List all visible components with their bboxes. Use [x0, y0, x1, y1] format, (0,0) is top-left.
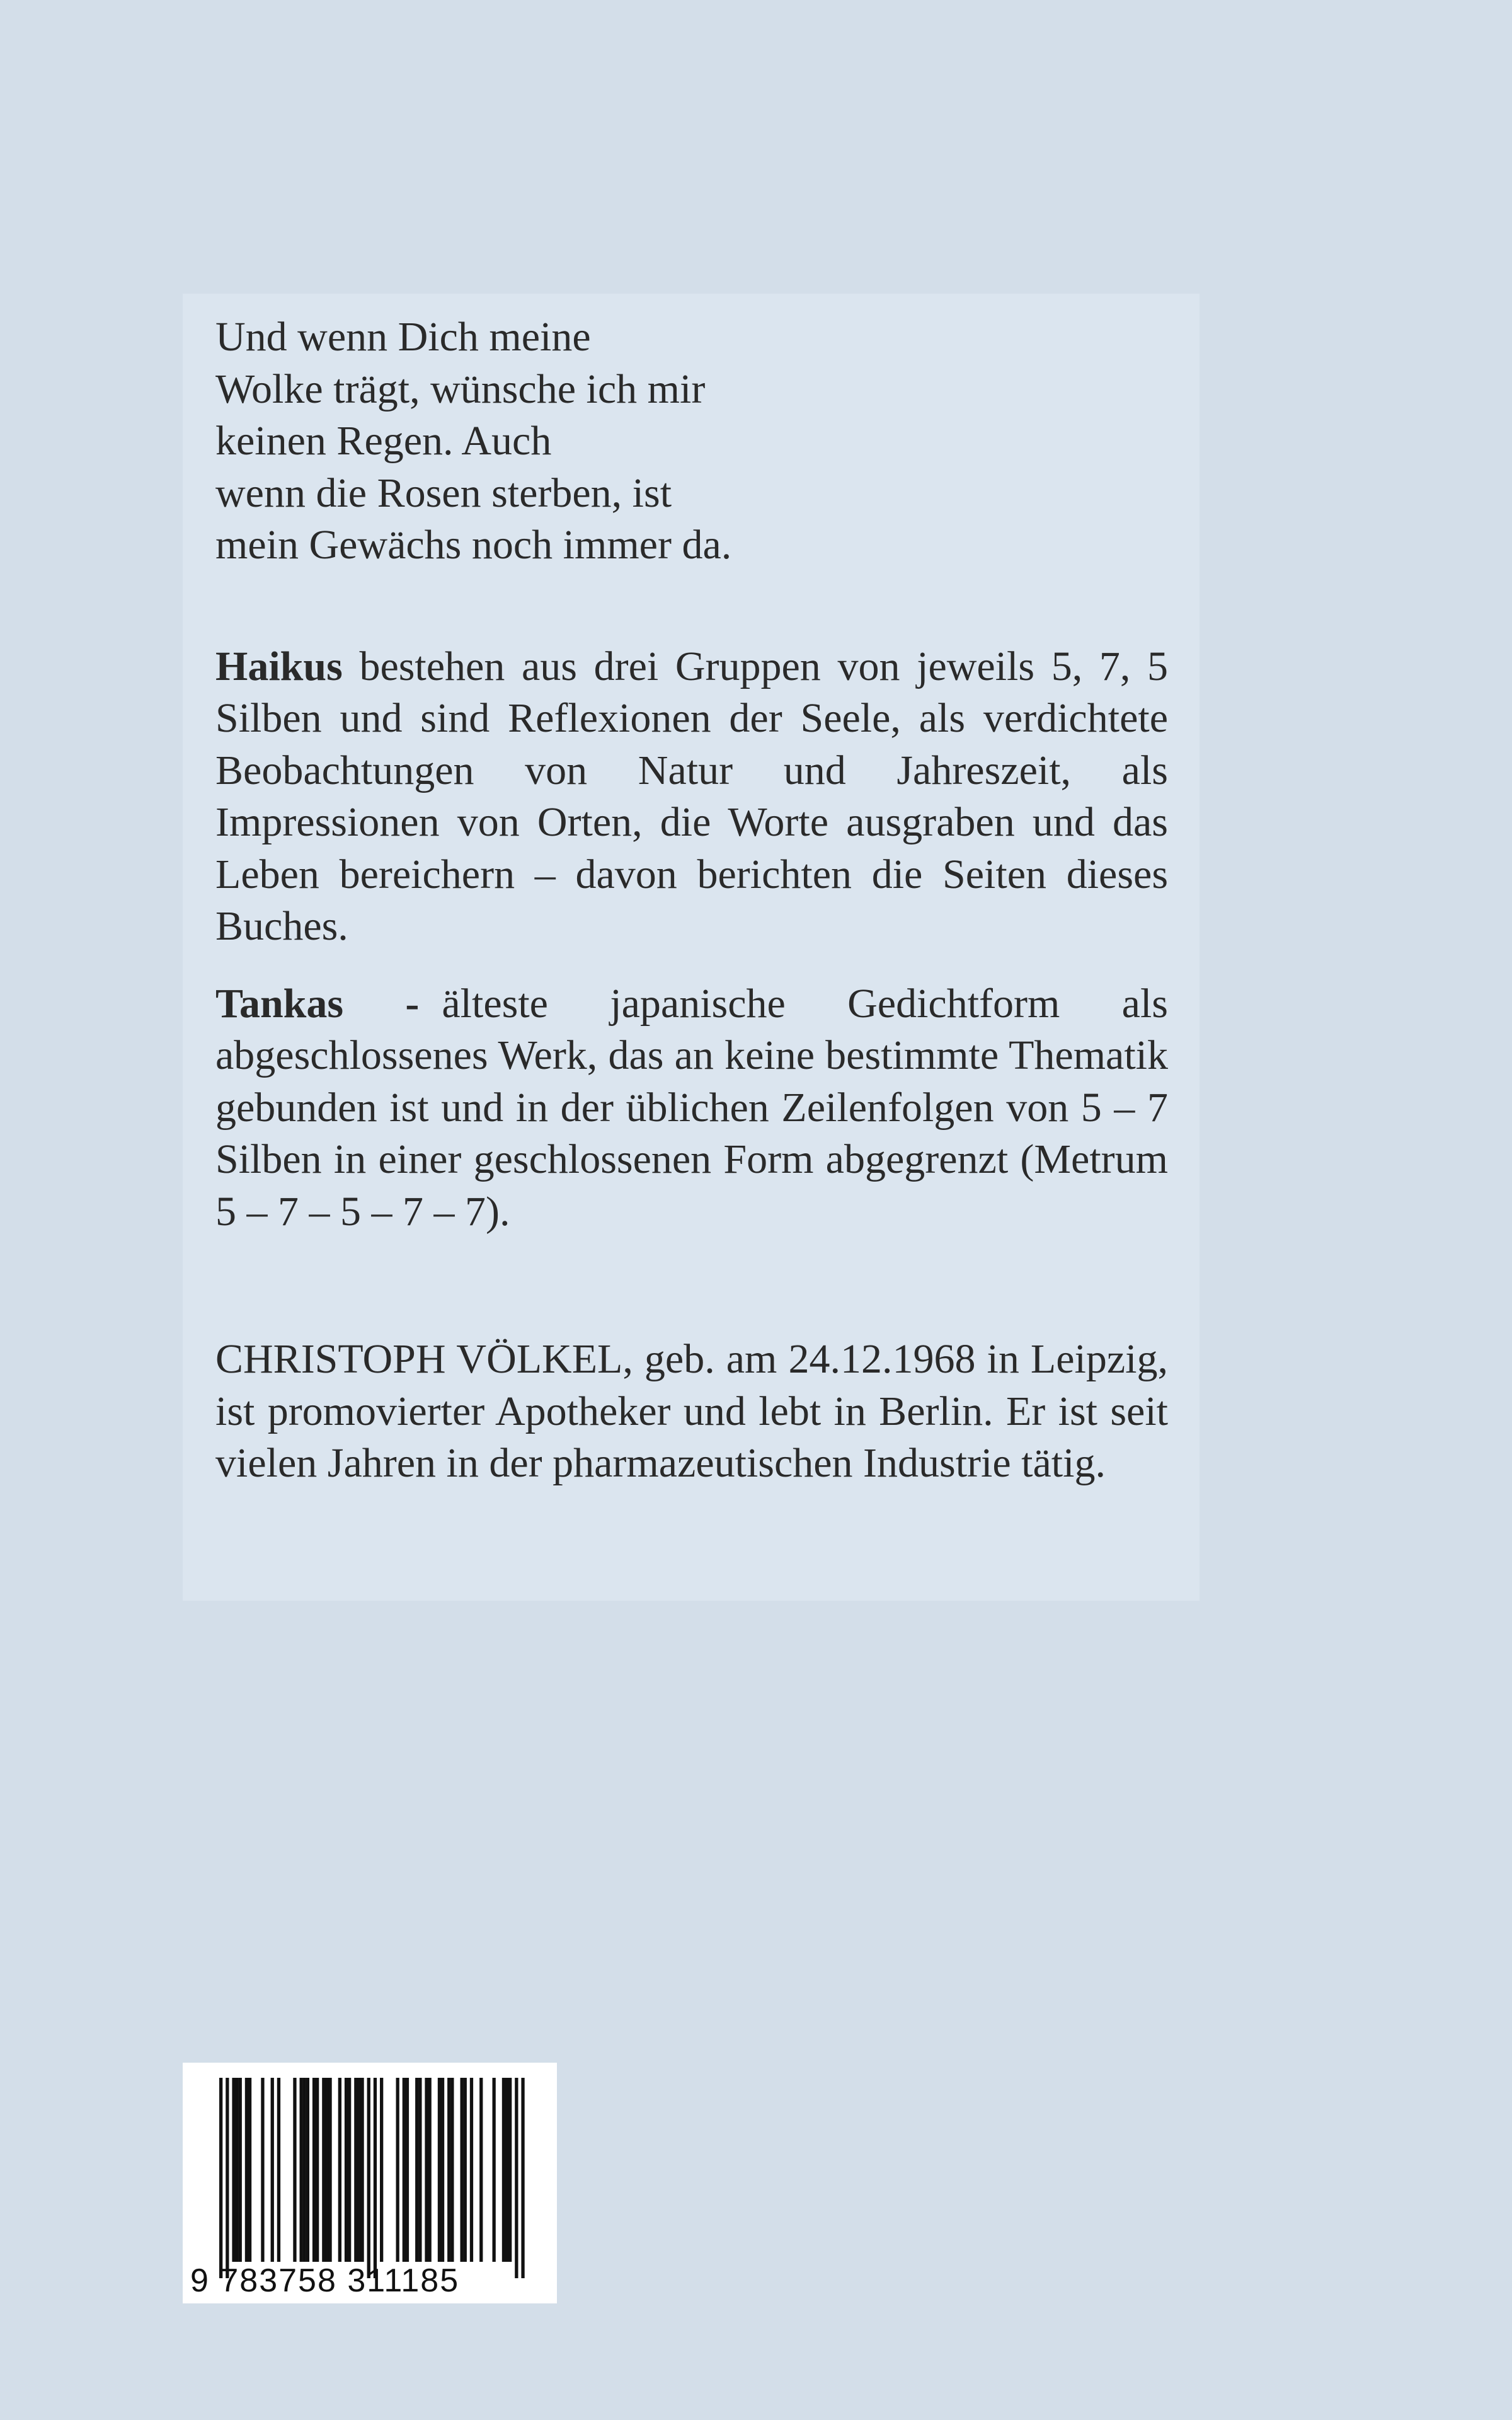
isbn-digits: 9 783758 311185: [190, 2262, 460, 2299]
barcode-bar: [232, 2078, 235, 2262]
poem: [215, 311, 1168, 572]
barcode-bar: [380, 2078, 383, 2262]
barcode-bar: [515, 2078, 518, 2278]
barcode-bar: [306, 2078, 309, 2262]
barcode-bar: [322, 2078, 325, 2262]
barcode-bar: [328, 2078, 331, 2262]
barcode-bar: [316, 2078, 319, 2262]
barcode-bar: [493, 2078, 496, 2262]
barcode-bar: [406, 2078, 409, 2262]
barcode-bar: [300, 2078, 303, 2262]
barcode-bar: [418, 2078, 421, 2262]
barcode-bar: [261, 2078, 264, 2262]
poem-line: Und wenn Dich meine: [215, 314, 591, 360]
barcode-bar: [338, 2078, 341, 2262]
barcode-bar: [226, 2078, 229, 2278]
barcode-bar: [479, 2078, 483, 2262]
poem-line: keinen Regen. Auch: [215, 418, 552, 464]
barcode-bar: [354, 2078, 357, 2262]
barcode-bar: [447, 2078, 450, 2262]
poem-line: mein Gewächs noch immer da.: [215, 522, 732, 568]
barcode-bar: [357, 2078, 360, 2262]
barcode-bar: [505, 2078, 508, 2262]
barcode-bar: [271, 2078, 274, 2262]
barcode-bar: [236, 2078, 239, 2262]
barcode-bar: [219, 2078, 222, 2278]
tanka-description: [215, 978, 1168, 1238]
haiku-term: Haikus: [215, 643, 343, 689]
barcode-bar: [502, 2078, 505, 2262]
barcode-bar: [348, 2078, 351, 2262]
barcode-bar: [245, 2078, 248, 2262]
barcode-bar: [312, 2078, 316, 2262]
haiku-text: bestehen aus drei Gruppen von jeweils 5, 7, 5 Silben und sind Reflexionen der Seele, als verdichtete Beobachtungen von Natur und Jahreszeit, als Impressionen von Orten, die Worte ausgraben und das Leben bereichern – davon berichten die Seiten dieses Buches.: [215, 643, 1169, 949]
barcode-bar: [239, 2078, 242, 2262]
barcode-bar: [521, 2078, 524, 2278]
barcode-bar: [438, 2078, 441, 2262]
barcode-bar: [293, 2078, 296, 2262]
author-bio: CHRISTOPH VÖLKEL, geb. am 24.12.1968 in Leipzig, ist promovierter Apotheker und lebt in Berlin. Er ist seit vielen Jahren in der pharmazeutischen Industrie tätig.: [215, 1336, 1168, 1486]
barcode-bar: [441, 2078, 444, 2262]
barcode-bar: [360, 2078, 364, 2262]
barcode-bar: [403, 2078, 406, 2262]
poem-line: Wolke trägt, wünsche ich mir: [215, 366, 706, 412]
barcode-bar: [461, 2078, 464, 2262]
poem-line: wenn die Rosen sterben, ist: [215, 470, 672, 516]
barcode-bar: [508, 2078, 512, 2262]
tanka-text: älteste japanische Gedichtform als abgeschlossenes Werk, das an keine bestimmte Thematik gebunden ist und in der üblichen Zeilenfolgen von 5 – 7 Silben in einer geschlossenen Form abgegrenzt (Metrum 5 – 7 – 5 – 7 – 7).: [215, 980, 1168, 1235]
isbn-barcode: [183, 2063, 557, 2303]
blurb-panel: [183, 294, 1200, 1601]
tanka-term: Tankas -: [215, 980, 420, 1027]
barcode-bar: [450, 2078, 454, 2262]
barcode-bar: [248, 2078, 251, 2262]
barcode-bar: [396, 2078, 399, 2262]
barcode-bar: [303, 2078, 306, 2262]
barcode-bar: [415, 2078, 418, 2262]
haiku-description: [215, 641, 1168, 953]
barcode-bar: [367, 2078, 370, 2278]
barcode-bar: [374, 2078, 377, 2278]
barcode-bar: [464, 2078, 467, 2262]
barcode-bar: [277, 2078, 280, 2262]
barcode-bar: [428, 2078, 432, 2262]
barcode-bar: [470, 2078, 473, 2262]
barcode-bar: [345, 2078, 348, 2262]
barcode-bar: [425, 2078, 428, 2262]
barcode-bar: [325, 2078, 328, 2262]
